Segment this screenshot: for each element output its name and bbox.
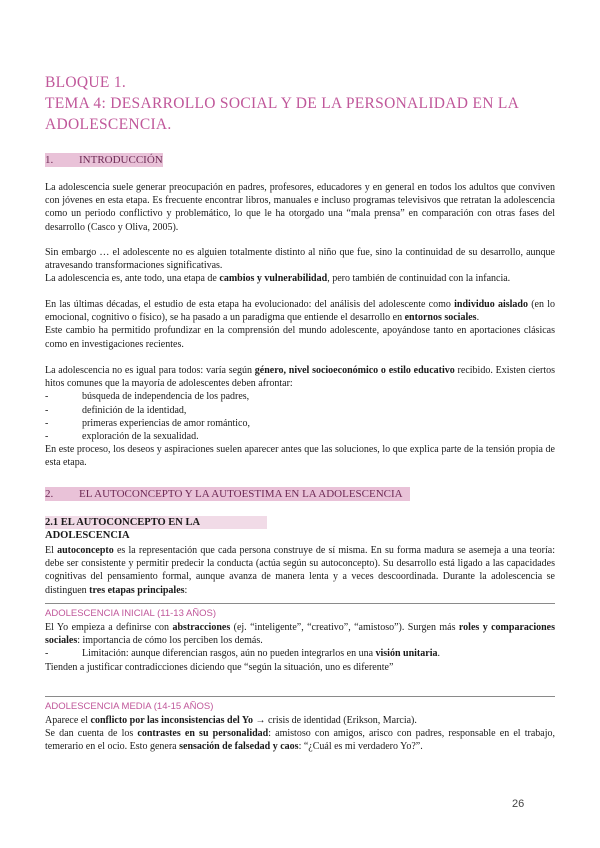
list-item: - primeras experiencias de amor romántico, (45, 417, 250, 429)
paragraph-text: La adolescencia no es igual para todos: varía según género, nivel socioeconómico o estilo educativo recibido. Existen ciertos hitos comunes que la mayoría de adolescentes deben afrontar: (45, 365, 556, 390)
paragraph-text: El autoconcepto es la representación que cada persona construye de sí misma. En su forma madura se asemeja a una teoría: debe ser consistente y permitir predecir la conducta (actúa según su autoconcepto). Su desarrollo está ligado a las capacidades cognitivas del pensamiento formal, aunque avanza de manera lenta y a veces descoordinada. Durante la adolescencia se distinguen tres etapas principales: (45, 545, 555, 596)
stage-media-content (45, 714, 555, 754)
list-item: - búsqueda de independencia de los padres, (45, 391, 250, 403)
paragraph-text: El Yo empieza a definirse con abstracciones (ej. “inteligente”, “creativo”, “amistoso”). Surgen más roles y comparaciones sociales: importancia de cómo los perciben los demás. (45, 622, 555, 647)
list-item: - Limitación: aunque diferencian rasgos, aún no pueden integrarlos en una visión unitaria. (45, 648, 440, 660)
section-title: INTRODUCCIÓN (79, 154, 163, 166)
paragraph-text: La adolescencia es, ante todo, una etapa de cambios y vulnerabilidad, pero también de continuidad con la infancia. (45, 273, 511, 285)
subsection-heading-autoconcepto (45, 516, 267, 541)
list-item: - definición de la identidad, (45, 404, 187, 416)
divider (45, 696, 555, 697)
document-heading (45, 72, 565, 135)
stage-heading-inicial: ADOLESCENCIA INICIAL (11-13 AÑOS) (45, 608, 217, 619)
paragraph-text: Sin embargo … el adolescente no es alguien totalmente distinto al niño que fue, sino la continuidad de su desarrollo, aunque atravesando transformaciones significativas. (45, 247, 555, 272)
list-item: - exploración de la sexualidad. (45, 431, 199, 443)
intro-paragraph-1 (45, 181, 555, 234)
topic-title: TEMA 4: DESARROLLO SOCIAL Y DE LA PERSONALIDAD EN LA (45, 95, 520, 112)
section-heading-introduccion (45, 153, 163, 167)
block-title: BLOQUE 1. (45, 74, 127, 91)
paragraph-text: La adolescencia suele generar preocupación en padres, profesores, educadores y en general en todos los adultos que conviven con jóvenes en esta etapa. Es frecuente encontrar libros, manuales e incluso programas televisivos que retratan la adolescencia como un periodo conflictivo y problemático, lo que le ha otorgado una “mala prensa” en comparación con otras fases del desarrollo (Casco y Oliva, 2005). (45, 182, 555, 233)
stage-heading-media: ADOLESCENCIA MEDIA (14-15 AÑOS) (45, 701, 214, 712)
paragraph-text: En las últimas décadas, el estudio de esta etapa ha evolucionado: del análisis del adolescente como individuo aislado (en lo emocional, cognitivo o físico), se ha pasado a un paradigma que entiende el desarrollo en entornos sociales. (45, 299, 555, 324)
paragraph-text: Se dan cuenta de los contrastes en su personalidad: amistoso con amigos, arisco con padres, responsable en el trabajo, temerario en el ocio. Esto genera sensación de falsedad y caos: “¿Cuál es mi verdadero Yo?”. (45, 728, 555, 753)
paragraph-text: Este cambio ha permitido profundizar en la comprensión del mundo adolescente, apoyándose tanto en aportaciones clásicas como en investigaciones recientes. (45, 325, 555, 350)
subsection-title: 2.1 EL AUTOCONCEPTO EN LA ADOLESCENCIA (45, 517, 200, 541)
autoconcepto-paragraph (45, 544, 555, 597)
section-number: 1. (45, 154, 54, 166)
paragraph-text: Tienden a justificar contradicciones diciendo que “según la situación, uno es diferente” (45, 661, 394, 673)
section-heading-autoconcepto-autoestima (45, 487, 410, 501)
intro-paragraph-3 (45, 298, 555, 351)
intro-paragraph-4 (45, 364, 555, 470)
divider (45, 603, 555, 604)
paragraph-text: En este proceso, los deseos y aspiraciones suelen aparecer antes que las soluciones, lo que explica parte de la tensión propia de esta etapa. (45, 444, 555, 469)
stage-inicial-content (45, 621, 555, 674)
section-number: 2. (45, 488, 54, 500)
intro-paragraph-2 (45, 246, 555, 286)
section-title: EL AUTOCONCEPTO Y LA AUTOESTIMA EN LA ADOLESCENCIA (79, 488, 403, 500)
topic-title-continuation: ADOLESCENCIA. (45, 116, 172, 133)
page-number: 26 (512, 798, 525, 810)
paragraph-text: Aparece el conflicto por las inconsistencias del Yo → crisis de identidad (Erikson, Marcia). (45, 715, 417, 726)
